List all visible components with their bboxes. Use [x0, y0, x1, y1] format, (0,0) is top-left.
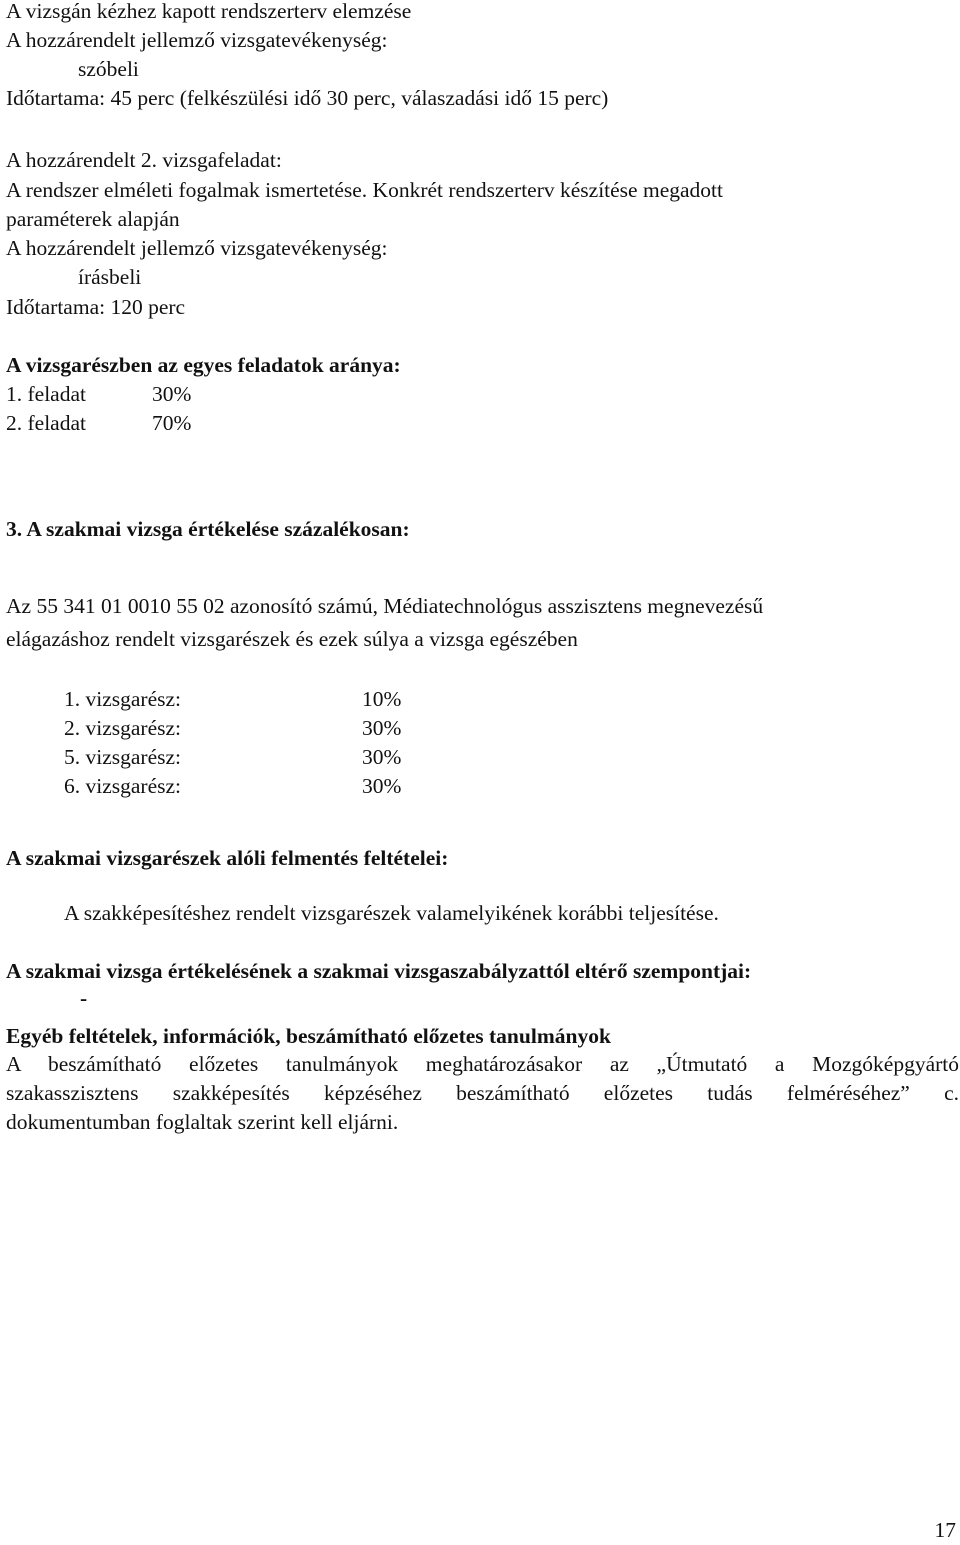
block1-line3: szóbeli [78, 57, 139, 81]
deviation-value: - [80, 986, 88, 1010]
task-item-label: 2. feladat [6, 411, 86, 435]
block1-line4: Időtartama: 45 perc (felkészülési idő 30 perc, válaszadási idő 15 perc) [6, 86, 609, 110]
section3-heading: 3. A szakmai vizsga értékelése százalékosan: [6, 517, 410, 541]
other-line2: szakasszisztens szakképesítés képzéséhez beszámítható előzetes tudás felméréséhez” c. [6, 1081, 959, 1105]
block1-line2: A hozzárendelt jellemző vizsgatevékenység: [6, 28, 388, 52]
tasks-heading: A vizsgarészben az egyes feladatok aránya: [6, 353, 401, 377]
other-heading: Egyéb feltételek, információk, beszámítható előzetes tanulmányok [6, 1024, 611, 1048]
part-label: 6. vizsgarész: [64, 774, 182, 798]
task-item-value: 30% [152, 382, 192, 406]
section3-intro-line1: Az 55 341 01 0010 55 02 azonosító számú, Médiatechnológus asszisztens megnevezésű [6, 594, 764, 618]
block2-line1: A hozzárendelt 2. vizsgafeladat: [6, 148, 282, 172]
part-value: 10% [362, 687, 402, 711]
part-label: 5. vizsgarész: [64, 745, 182, 769]
block2-line4: A hozzárendelt jellemző vizsgatevékenység: [6, 236, 388, 260]
deviation-heading: A szakmai vizsga értékelésének a szakmai vizsgaszabályzattól eltérő szempontjai: [6, 959, 752, 983]
page-number: 17 [934, 1518, 956, 1542]
block2-line6: Időtartama: 120 perc [6, 295, 186, 319]
part-value: 30% [362, 745, 402, 769]
part-value: 30% [362, 774, 402, 798]
part-label: 2. vizsgarész: [64, 716, 182, 740]
task-item-label: 1. feladat [6, 382, 86, 406]
section3-intro-line2: elágazáshoz rendelt vizsgarészek és ezek súlya a vizsga egészében [6, 627, 578, 651]
task-item-value: 70% [152, 411, 192, 435]
exemption-text: A szakképesítéshez rendelt vizsgarészek valamelyikének korábbi teljesítése. [64, 901, 719, 925]
part-label: 1. vizsgarész: [64, 687, 182, 711]
block1-line1: A vizsgán kézhez kapott rendszerterv elemzése [6, 0, 412, 23]
block2-line5: írásbeli [78, 265, 142, 289]
block2-line3: paraméterek alapján [6, 207, 180, 231]
other-line3: dokumentumban foglaltak szerint kell eljárni. [6, 1110, 399, 1134]
other-line1: A beszámítható előzetes tanulmányok meghatározásakor az „Útmutató a Mozgóképgyártó [6, 1052, 959, 1076]
block2-line2: A rendszer elméleti fogalmak ismertetése. Konkrét rendszerterv készítése megadott [6, 178, 723, 202]
exemption-heading: A szakmai vizsgarészek alóli felmentés feltételei: [6, 846, 449, 870]
part-value: 30% [362, 716, 402, 740]
